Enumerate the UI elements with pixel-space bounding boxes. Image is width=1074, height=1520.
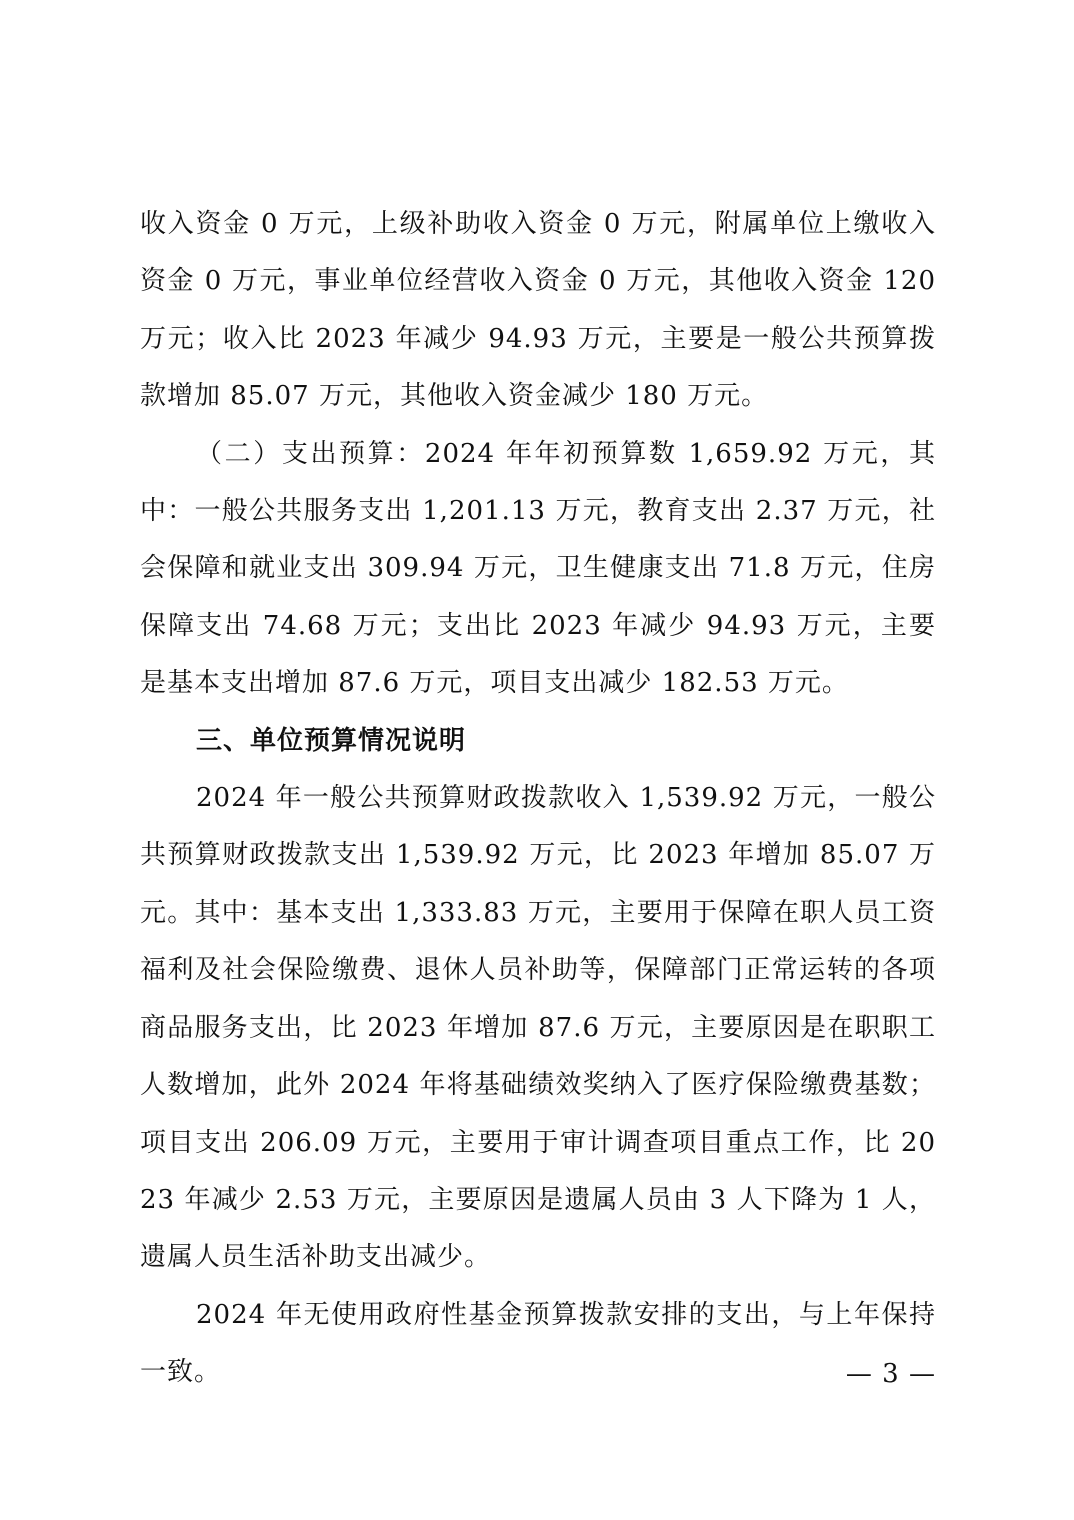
- page-number: — 3 —: [845, 1359, 936, 1389]
- paragraph-general-public-budget: 2024 年一般公共预算财政拨款收入 1,539.92 万元，一般公共预算财政拨款支出 1,539.92 万元，比 2023 年增加 85.07 万元。其中：基本支出 1,333.83 万元，主要用于保障在职人员工资福利及社会保险缴费、退休人员补助等，保障部门正常运转的各项商品服务支出，比 2023 年增加 87.6 万元，主要原因是在职职工人数增加，此外 2024 年将基础绩效奖纳入了医疗保险缴费基数；项目支出 206.09 万元，主要用于审计调查项目重点工作，比 2023 年减少 2.53 万元，主要原因是遗属人员由 3 人下降为 1 人，遗属人员生活补助支出减少。: [140, 783, 936, 1273]
- paragraph-expenditure-budget: （二）支出预算：2024 年年初预算数 1,659.92 万元，其中：一般公共服务支出 1,201.13 万元，教育支出 2.37 万元，社会保障和就业支出 309.94 万元，卫生健康支出 71.8 万元，住房保障支出 74.68 万元；支出比 2023 年减少 94.93 万元，主要是基本支出增加 87.6 万元，项目支出减少 182.53 万元。: [140, 438, 936, 699]
- paragraph-government-fund: 2024 年无使用政府性基金预算拨款安排的支出，与上年保持一致。: [140, 1299, 936, 1388]
- document-body: [140, 196, 936, 1402]
- section-heading-unit-budget: 三、单位预算情况说明: [196, 725, 467, 756]
- paragraph-income-continued: 收入资金 0 万元，上级补助收入资金 0 万元，附属单位上缴收入资金 0 万元，事业单位经营收入资金 0 万元，其他收入资金 120 万元；收入比 2023 年减少 94.93 万元，主要是一般公共预算拨款增加 85.07 万元，其他收入资金减少 180 万元。: [140, 209, 936, 412]
